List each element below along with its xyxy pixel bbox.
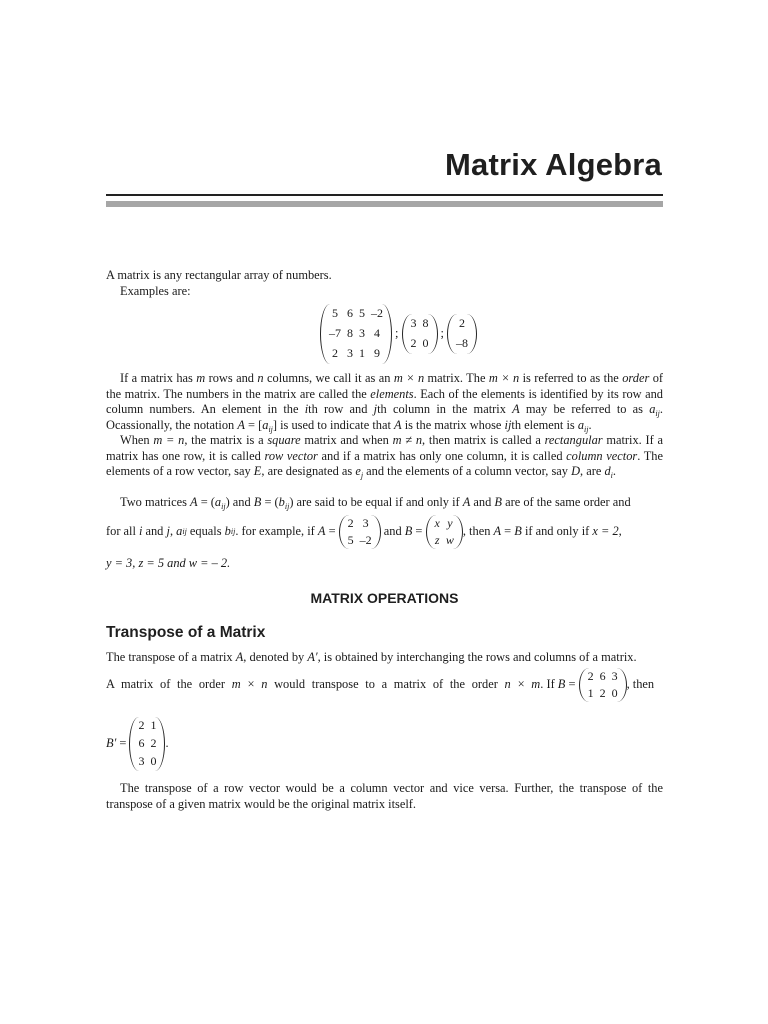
transpose-example-line: A matrix of the order m × n would transpose to a matrix of the order n × m . If B = 2 6 3 1 2 0 , then — [106, 668, 663, 702]
example-matrices — [106, 304, 663, 364]
equality-example-line: for all i and j , a ij equals b ij . for example, if A = 2 3 5 –2 and B = x y z w , then A = B if and only if x = 2, — [106, 515, 663, 549]
matrix-B: 2 6 3 1 2 0 — [579, 668, 627, 702]
separator: ; — [440, 326, 444, 341]
transpose-definition: The transpose of a matrix A, denoted by A′, is obtained by interchanging the rows and columns of a matrix. — [106, 650, 637, 664]
title-rule-thick — [106, 201, 663, 207]
paragraph-equality: Two matrices $A = (a_{ij})$ and $B = (b_{ij})$ are said to be equal if and only if A and B are of the same order and — [120, 495, 631, 511]
chapter-title: Matrix Algebra — [445, 147, 662, 182]
title-rule-thin — [106, 194, 663, 196]
equality-example-end: y = 3, z = 5 and w = – 2. — [106, 556, 231, 570]
paragraph-square: When m = n, the matrix is a square matrix and when m ≠ n, then matrix is called a rectangular matrix. If a matrix has one row, it is called row vector and if a matrix has only one column, it is called column vector. The elements of a row vector, say E, are designated as $e_j$ and the elements of a column vector, say D, are $d_i$. — [106, 433, 664, 481]
transpose-result-line: B′ = 2 1 6 2 3 0 . — [106, 717, 663, 771]
subsection-heading: Transpose of a Matrix — [106, 624, 266, 641]
intro-line-2: Examples are: — [120, 284, 191, 298]
example-matrix-2x2: 3 8 2 0 — [402, 314, 438, 354]
section-heading: MATRIX OPERATIONS — [310, 590, 459, 606]
matrix-A-example: 2 3 5 –2 — [339, 515, 381, 549]
example-matrix-3x4: 5 6 5 –2 –7 8 3 4 2 3 1 9 — [320, 304, 392, 364]
transpose-closing: The transpose of a row vector would be a column vector and vice versa. Further, the transpose of the transpose of a given matrix would be the original matrix itself. — [106, 781, 663, 811]
matrix-B-example: x y z w — [426, 515, 463, 549]
intro-line-1: A matrix is any rectangular array of numbers. — [106, 268, 332, 282]
matrix-B-transpose: 2 1 6 2 3 0 — [129, 717, 165, 771]
paragraph-order: If a matrix has m rows and n columns, we call it as an m × n matrix. The m × n is referred to as the order of the matrix. The numbers in the matrix are called the elements. Each of the elements is identified by its row and column numbers. An element in the ith row and jth column in the matrix A may be referred to as $a_{ij}$. Ocassionally, the notation $A = [a_{ij}]$ is used to indicate that A is the matrix whose ijth element is $a_{ij}$. — [106, 371, 664, 434]
example-column-vector: 2 –8 — [447, 314, 477, 354]
separator: ; — [395, 326, 399, 341]
